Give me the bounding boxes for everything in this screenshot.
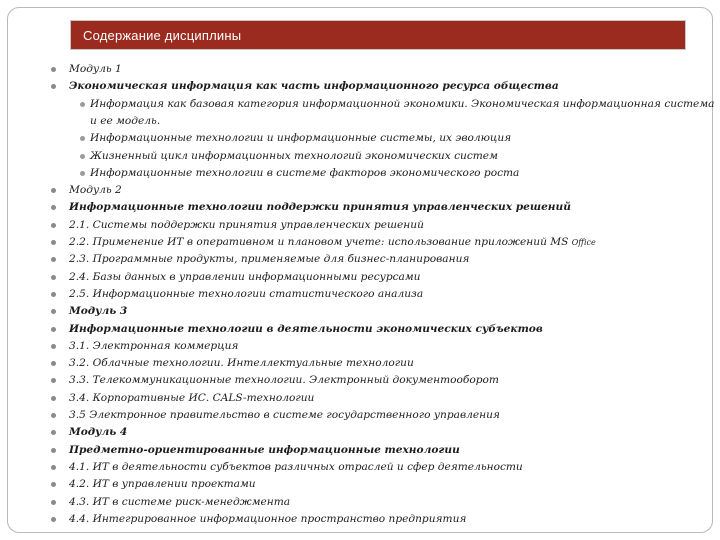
bullet-icon [51, 223, 56, 228]
list-item [0, 493, 720, 511]
bullet-icon [51, 396, 56, 401]
bullet-icon [51, 309, 56, 314]
bullet-icon [51, 413, 56, 418]
list-item [0, 198, 720, 216]
list-item-text: Информация как базовая категория информационной экономики. Экономическая информационная система [90, 97, 715, 110]
bullet-icon [51, 344, 56, 349]
bullet-icon [51, 482, 56, 487]
list-item-text: Предметно-ориентированные информационные технологии [69, 443, 460, 456]
list-item-text: Жизненный цикл информационных технологий экономических систем [90, 149, 498, 162]
bullet-icon [51, 240, 56, 245]
list-item [0, 95, 720, 113]
bullet-icon [51, 448, 56, 453]
list-item [0, 475, 720, 493]
list-item-text: 4.2. ИТ в управлении проектами [69, 478, 256, 491]
bullet-icon [51, 257, 56, 262]
list-item-text: Модуль 3 [69, 305, 128, 318]
list-item-text: 3.2. Облачные технологии. Интеллектуальные технологии [69, 357, 414, 370]
list-item [0, 285, 720, 303]
list-item [0, 406, 720, 424]
list-item-text: Информационные технологии в системе факторов экономического роста [90, 166, 520, 179]
bullet-icon [51, 361, 56, 366]
bullet-icon [80, 136, 85, 141]
list-item-text: 2.1. Системы поддержки принятия управленческих решений [69, 218, 424, 231]
list-item [0, 181, 720, 199]
list-item-text: Модуль 4 [69, 426, 128, 439]
list-item-text: Модуль 1 [69, 63, 122, 75]
list-item-text: Модуль 2 [69, 184, 122, 197]
bullet-icon [51, 84, 56, 89]
list-item [0, 371, 720, 389]
bullet-icon [51, 517, 56, 522]
list-item-text: 2.4. Базы данных в управлении информационными ресурсами [69, 270, 421, 283]
list-item [0, 389, 720, 407]
bullet-icon [51, 378, 56, 383]
slide-title: Содержание дисциплины [83, 27, 242, 43]
list-item [0, 112, 720, 130]
list-item [0, 302, 720, 320]
bullet-icon [51, 275, 56, 280]
bullet-icon [51, 67, 56, 72]
list-item-text: 3.1. Электронная коммерция [69, 339, 239, 352]
list-item [0, 268, 720, 286]
bullet-icon [51, 430, 56, 435]
bullet-icon [51, 205, 56, 210]
list-item-text: и ее модель. [90, 114, 161, 127]
list-item [0, 250, 720, 268]
list-item-text: 3.3. Телекоммуникационные технологии. Электронный документооборот [69, 374, 499, 387]
list-item [0, 60, 720, 78]
list-item-text: Информационные технологии поддержки принятия управленческих решений [69, 201, 571, 214]
list-item [0, 129, 720, 147]
list-item-text: 3.4. Корпоративные ИС. CALS-технологии [69, 391, 315, 404]
list-item-suffix: Office [571, 238, 596, 247]
bullet-icon [80, 171, 85, 176]
list-item [0, 458, 720, 476]
list-item [0, 423, 720, 441]
list-item [0, 233, 720, 251]
list-item-text: 2.5. Информационные технологии статистического анализа [69, 287, 424, 300]
list-item [0, 337, 720, 355]
list-item-text: 2.3. Программные продукты, применяемые для бизнес-планирования [69, 253, 470, 266]
bullet-icon [51, 188, 56, 193]
list-item [0, 320, 720, 338]
bullet-icon [80, 102, 85, 107]
list-item [0, 510, 720, 528]
list-item [0, 441, 720, 459]
list-item [0, 164, 720, 182]
list-item [0, 147, 720, 165]
list-item-text: Информационные технологии и информационные системы, их эволюция [90, 132, 512, 145]
bullet-icon [51, 292, 56, 297]
list-item-text: 2.2. Применение ИТ в оперативном и плановом учете: использование приложений MS Office [69, 236, 596, 248]
list-item [0, 77, 720, 95]
bullet-icon [51, 465, 56, 470]
bullet-icon [51, 327, 56, 332]
list-item [0, 354, 720, 372]
list-item-text: 4.4. Интегрированное информационное пространство предприятия [69, 512, 467, 525]
list-item-text: 4.1. ИТ в деятельности субъектов различных отраслей и сфер деятельности [69, 460, 523, 473]
bullet-icon [51, 500, 56, 505]
list-item-text: 3.5 Электронное правительство в системе государственного управления [69, 409, 500, 421]
list-item-text: 4.3. ИТ в системе риск-менеджмента [69, 495, 291, 508]
list-item [0, 216, 720, 234]
list-item-text: Информационные технологии в деятельности экономических субъектов [69, 322, 543, 335]
bullet-icon [80, 154, 85, 159]
list-item-text: Экономическая информация как часть информационного ресурса общества [69, 80, 559, 93]
